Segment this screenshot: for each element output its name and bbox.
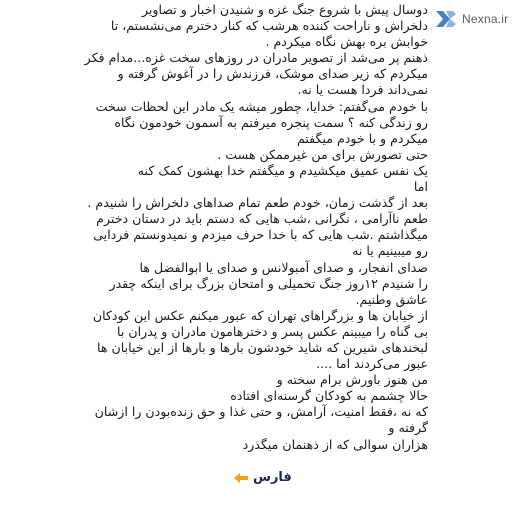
nexna-watermark [434,8,508,30]
fars-news-logo-icon [232,471,250,485]
fars-news-logo [232,470,292,485]
article-line: میگذاشتم .شب هایی که با خدا حرف میزدم و نمیدونستم فردایی [93,227,428,243]
article-line: عاشق وطنیم. [355,291,428,307]
nexna-logo-icon [434,8,458,30]
article-text [4,2,428,453]
article-line: را شنیدم ۱۲روز جنگ تحمیلی و امتحان بزرگ برای اینکه چقدر [109,275,428,291]
article-line: حالا چشمم به کودکان گرسنه‌ای افتاده [230,388,428,404]
article-line: من هنوز باورش برام سخته و [276,372,428,388]
article-line: بعد از گذشت زمان، خودم طعم تمام صداهای دلخراش را شنیدم . [87,195,428,211]
source-logo-text: فارس [253,470,292,485]
article-line: طعم ناآرامی ، نگرانی ،شب هایی که دستم باید در دستان دخترم [96,211,428,227]
article-line: حتی تصورش برای من غیرممکن هست . [217,146,428,162]
article-line: با خودم می‌گفتم: خدایا، چطور میشه یک مادر این لحظات سخت [95,98,428,114]
article-line: رو میبینیم یا نه [352,243,428,259]
article-line: اما [413,179,428,195]
article-line: گرفته و [388,420,428,436]
article-line: که نه ،فقط امنیت، آرامش، و حتی غذا و حق زنده‌بودن را ازشان [94,404,428,420]
article-line: نمی‌داند فردا هست یا نه. [297,82,428,98]
article-line: صدای انفجار، و صدای آمبولانس و صدای یا ابوالفضل ها [139,259,428,275]
article-line: ذهنم پر می‌شد از تصویر مادران در روزهای سخت غزه...مدام فکر [84,50,428,66]
article-line: از خیابان ها و بزرگراهای تهران که عبور میکنم عکس این کودکان [92,307,428,323]
article-line: میکردم که زیر صدای موشک، فرزندش را در آغوش گرفته و [117,66,428,82]
article-line: دوسال پیش با شروع جنگ غزه و شنیدن اخبار و تصاویر [141,2,428,17]
article-line: دلخراش و ناراحت کننده هرشب که کنار دخترم می‌نشستم، تا [110,18,428,34]
article-line: هزاران سوالی که از ذهنمان میگذرد [242,436,428,452]
article-line: بی گناه را میبینم عکس پسر و دخترهامون مادران و پدران با [117,323,428,339]
article-line: یک نفس عمیق میکشیدم و میگفتم خدا بهشون کمک کنه [137,162,428,178]
article-line: رو زندگی کنه ؟ سمت پنجره میرفتم به آسمون خودمون نگاه [114,114,428,130]
article-line: خوابش بره بهش نگاه میکردم . [265,34,428,50]
article-line: میکردم و با خودم میگفتم [296,130,428,146]
watermark-text: Nexna.ir [462,12,509,26]
article-line: عبور می‌کردند اما .... [316,356,428,372]
article-line: لبخندهای شیرین که شاید خودشون بارها و بارها از این خیابان ها [97,339,428,355]
